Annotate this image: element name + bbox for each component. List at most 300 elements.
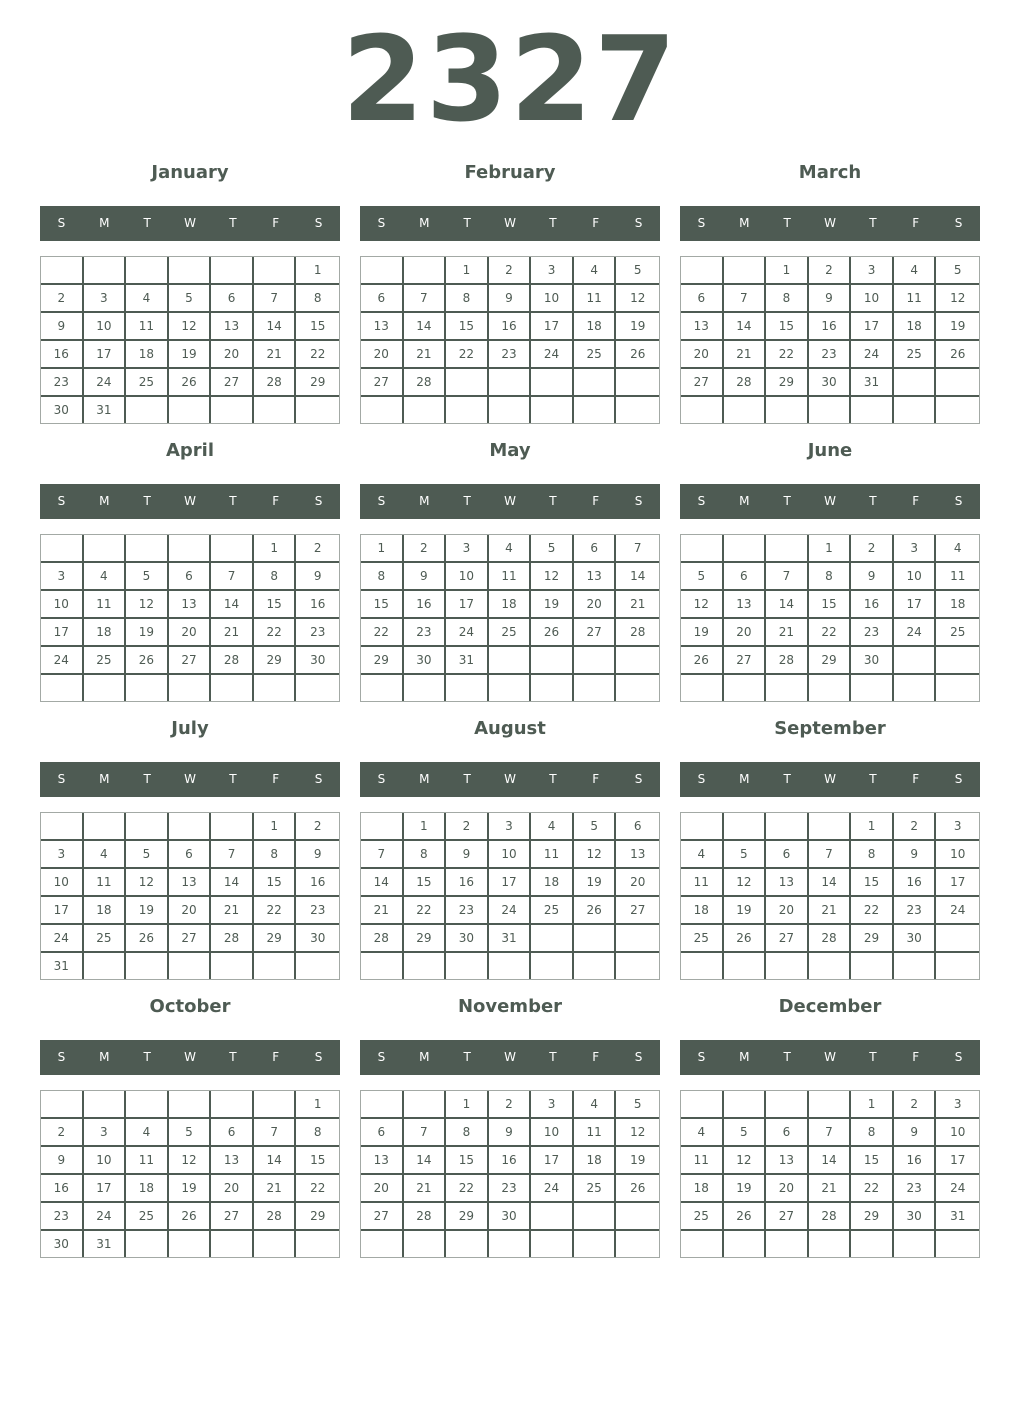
day-cell: [936, 953, 979, 979]
day-cell: 28: [724, 369, 767, 397]
day-cell: 2: [851, 535, 894, 563]
day-cell: 10: [446, 563, 489, 591]
day-cell: 11: [574, 1119, 617, 1147]
day-cell: 18: [489, 591, 532, 619]
month-name: January: [151, 162, 229, 183]
day-cell: 29: [296, 1203, 339, 1231]
month-name: June: [807, 440, 853, 461]
day-cell: 23: [489, 1175, 532, 1203]
day-cell: 17: [41, 897, 84, 925]
day-cell: [446, 1231, 489, 1257]
weekday-label: F: [592, 216, 600, 230]
day-cell: 29: [254, 925, 297, 953]
day-cell: 4: [574, 1091, 617, 1119]
day-cell: 11: [84, 591, 127, 619]
day-cell: [254, 675, 297, 701]
day-cell: 20: [211, 1175, 254, 1203]
day-cell: 7: [404, 285, 447, 313]
day-cell: [169, 1231, 212, 1257]
day-cell: 3: [851, 257, 894, 285]
day-cell: 1: [809, 535, 852, 563]
day-cell: 3: [41, 841, 84, 869]
day-cell: 1: [296, 257, 339, 285]
day-cell: 2: [809, 257, 852, 285]
day-cell: 28: [211, 925, 254, 953]
weekday-label: W: [824, 772, 836, 786]
day-cell: 22: [296, 341, 339, 369]
day-cell: 4: [126, 1119, 169, 1147]
day-cell: [361, 813, 404, 841]
day-cell: [296, 1231, 339, 1257]
day-cell: 27: [169, 647, 212, 675]
day-cell: 14: [211, 869, 254, 897]
day-cell: 13: [211, 313, 254, 341]
day-cell: 20: [766, 897, 809, 925]
day-cell: 30: [296, 925, 339, 953]
day-cell: [574, 397, 617, 423]
day-cell: 20: [211, 341, 254, 369]
weekday-label: F: [592, 772, 600, 786]
day-cell: [446, 675, 489, 701]
day-cell: 17: [531, 313, 574, 341]
day-cell: 5: [531, 535, 574, 563]
day-cell: 4: [84, 841, 127, 869]
day-cell: 5: [616, 257, 659, 285]
day-cell: 1: [296, 1091, 339, 1119]
day-cell: 23: [489, 341, 532, 369]
day-cell: 4: [531, 813, 574, 841]
day-cell: 3: [894, 535, 937, 563]
day-cell: 30: [446, 925, 489, 953]
day-cell: 16: [41, 341, 84, 369]
day-cell: 7: [616, 535, 659, 563]
day-cell: [681, 675, 724, 701]
day-cell: [574, 369, 617, 397]
day-cell: 7: [211, 563, 254, 591]
day-cell: 12: [936, 285, 979, 313]
day-cell: [809, 1091, 852, 1119]
weekday-label: W: [824, 216, 836, 230]
day-cell: 15: [361, 591, 404, 619]
day-cell: [894, 647, 937, 675]
day-cell: [936, 397, 979, 423]
day-cell: [936, 369, 979, 397]
day-cell: 4: [894, 257, 937, 285]
weekday-label: W: [504, 494, 516, 508]
day-cell: 19: [936, 313, 979, 341]
day-cell: 11: [936, 563, 979, 591]
weekday-label: M: [419, 216, 430, 230]
day-cell: [126, 953, 169, 979]
day-cell: [254, 1231, 297, 1257]
day-cell: [724, 953, 767, 979]
day-cell: 18: [936, 591, 979, 619]
day-cell: 23: [41, 369, 84, 397]
weekday-label: F: [272, 772, 280, 786]
day-cell: 18: [531, 869, 574, 897]
weekday-header: [680, 1040, 980, 1075]
day-grid: [680, 1090, 980, 1258]
day-cell: 15: [404, 869, 447, 897]
day-cell: 1: [254, 813, 297, 841]
day-cell: [84, 535, 127, 563]
day-cell: 28: [809, 925, 852, 953]
day-cell: 14: [254, 313, 297, 341]
day-cell: 26: [169, 1203, 212, 1231]
day-cell: [574, 953, 617, 979]
weekday-label: S: [697, 1050, 706, 1064]
day-cell: 19: [616, 313, 659, 341]
weekday-label: M: [419, 1050, 430, 1064]
day-cell: 26: [616, 341, 659, 369]
day-cell: 24: [531, 1175, 574, 1203]
day-cell: [126, 1231, 169, 1257]
weekday-label: S: [697, 772, 706, 786]
day-cell: 13: [681, 313, 724, 341]
day-cell: 7: [766, 563, 809, 591]
day-cell: 24: [446, 619, 489, 647]
day-cell: 11: [894, 285, 937, 313]
day-cell: 9: [446, 841, 489, 869]
day-cell: 25: [126, 369, 169, 397]
day-cell: [766, 813, 809, 841]
day-cell: 4: [574, 257, 617, 285]
day-cell: 20: [361, 341, 404, 369]
weekday-label: T: [869, 772, 877, 786]
day-cell: [489, 1231, 532, 1257]
weekday-label: M: [739, 494, 750, 508]
day-cell: [936, 925, 979, 953]
weekday-label: F: [912, 772, 920, 786]
day-cell: 28: [809, 1203, 852, 1231]
day-cell: [84, 675, 127, 701]
day-cell: 4: [681, 1119, 724, 1147]
day-cell: 16: [404, 591, 447, 619]
day-cell: 26: [681, 647, 724, 675]
day-cell: [404, 397, 447, 423]
day-cell: 20: [724, 619, 767, 647]
day-cell: 29: [851, 925, 894, 953]
day-cell: 5: [681, 563, 724, 591]
day-cell: 24: [936, 897, 979, 925]
weekday-label: F: [912, 1050, 920, 1064]
day-cell: [531, 675, 574, 701]
day-cell: 25: [84, 647, 127, 675]
weekday-header: [360, 762, 660, 797]
day-grid: [360, 812, 660, 980]
day-cell: [404, 675, 447, 701]
day-cell: 30: [296, 647, 339, 675]
day-cell: 24: [531, 341, 574, 369]
day-cell: 17: [936, 1147, 979, 1175]
day-cell: 18: [681, 1175, 724, 1203]
day-cell: [169, 1091, 212, 1119]
weekday-label: F: [272, 216, 280, 230]
day-cell: 5: [574, 813, 617, 841]
day-cell: 28: [766, 647, 809, 675]
day-cell: 20: [616, 869, 659, 897]
day-cell: 19: [531, 591, 574, 619]
weekday-header: [680, 484, 980, 519]
day-cell: [296, 397, 339, 423]
day-cell: 6: [211, 1119, 254, 1147]
day-cell: 18: [574, 313, 617, 341]
day-cell: 16: [41, 1175, 84, 1203]
day-cell: 23: [41, 1203, 84, 1231]
day-cell: 27: [361, 1203, 404, 1231]
day-cell: 10: [41, 869, 84, 897]
day-cell: [404, 953, 447, 979]
day-cell: 27: [211, 1203, 254, 1231]
day-cell: [531, 1231, 574, 1257]
weekday-label: M: [739, 772, 750, 786]
day-cell: [41, 813, 84, 841]
weekday-label: S: [314, 216, 323, 230]
day-cell: [489, 953, 532, 979]
day-cell: [489, 369, 532, 397]
day-cell: 3: [41, 563, 84, 591]
day-cell: [724, 675, 767, 701]
day-cell: 23: [894, 1175, 937, 1203]
weekday-label: S: [954, 216, 963, 230]
weekday-label: T: [463, 216, 471, 230]
weekday-label: S: [954, 1050, 963, 1064]
day-cell: 7: [254, 285, 297, 313]
weekday-label: T: [229, 494, 237, 508]
day-cell: 3: [936, 1091, 979, 1119]
day-cell: 24: [41, 647, 84, 675]
day-cell: [169, 675, 212, 701]
day-cell: 17: [531, 1147, 574, 1175]
day-cell: 12: [574, 841, 617, 869]
day-cell: 9: [489, 285, 532, 313]
day-cell: 11: [126, 1147, 169, 1175]
day-cell: 24: [84, 1203, 127, 1231]
day-cell: 25: [489, 619, 532, 647]
day-cell: 24: [41, 925, 84, 953]
day-cell: 22: [254, 619, 297, 647]
weekday-label: T: [463, 494, 471, 508]
day-cell: 22: [851, 1175, 894, 1203]
day-cell: 12: [724, 869, 767, 897]
weekday-label: F: [912, 216, 920, 230]
weekday-label: M: [419, 494, 430, 508]
day-cell: [681, 813, 724, 841]
day-cell: [84, 257, 127, 285]
day-cell: 22: [446, 1175, 489, 1203]
day-cell: 23: [296, 897, 339, 925]
day-grid: [360, 1090, 660, 1258]
day-cell: 10: [936, 841, 979, 869]
day-cell: 2: [446, 813, 489, 841]
day-cell: 17: [446, 591, 489, 619]
day-cell: [296, 675, 339, 701]
day-cell: 8: [851, 1119, 894, 1147]
day-cell: 6: [724, 563, 767, 591]
day-cell: 4: [681, 841, 724, 869]
day-cell: [254, 953, 297, 979]
day-cell: [211, 1091, 254, 1119]
day-cell: [84, 953, 127, 979]
day-cell: 27: [724, 647, 767, 675]
day-cell: 16: [851, 591, 894, 619]
day-cell: 5: [724, 841, 767, 869]
weekday-label: T: [463, 1050, 471, 1064]
day-cell: 7: [404, 1119, 447, 1147]
day-cell: 17: [489, 869, 532, 897]
day-cell: 31: [41, 953, 84, 979]
day-cell: 25: [531, 897, 574, 925]
day-cell: 31: [84, 1231, 127, 1257]
day-grid: [40, 1090, 340, 1258]
day-cell: 21: [724, 341, 767, 369]
day-cell: 8: [254, 841, 297, 869]
day-cell: 30: [489, 1203, 532, 1231]
day-cell: 16: [296, 591, 339, 619]
day-cell: [766, 1231, 809, 1257]
weekday-label: W: [504, 772, 516, 786]
day-cell: [616, 953, 659, 979]
day-cell: 13: [361, 1147, 404, 1175]
day-cell: 10: [531, 285, 574, 313]
weekday-label: W: [184, 1050, 196, 1064]
day-cell: 28: [254, 1203, 297, 1231]
day-cell: [766, 1091, 809, 1119]
day-cell: 13: [766, 1147, 809, 1175]
weekday-label: T: [463, 772, 471, 786]
weekday-label: T: [143, 1050, 151, 1064]
day-cell: 29: [296, 369, 339, 397]
weekday-label: F: [592, 494, 600, 508]
day-cell: 16: [296, 869, 339, 897]
day-cell: [41, 1091, 84, 1119]
day-cell: [296, 953, 339, 979]
day-cell: 20: [361, 1175, 404, 1203]
day-cell: 24: [84, 369, 127, 397]
weekday-header: [40, 762, 340, 797]
day-cell: 15: [254, 591, 297, 619]
day-cell: 3: [531, 1091, 574, 1119]
day-cell: 26: [169, 369, 212, 397]
day-cell: 17: [84, 1175, 127, 1203]
day-cell: 17: [894, 591, 937, 619]
day-cell: 2: [894, 813, 937, 841]
weekday-label: T: [143, 772, 151, 786]
day-cell: 27: [766, 1203, 809, 1231]
weekday-label: S: [377, 772, 386, 786]
day-cell: 22: [851, 897, 894, 925]
day-cell: 6: [211, 285, 254, 313]
day-cell: 16: [809, 313, 852, 341]
day-cell: 2: [41, 285, 84, 313]
day-cell: 25: [84, 925, 127, 953]
month-name: November: [457, 996, 563, 1017]
weekday-label: T: [229, 1050, 237, 1064]
day-cell: [169, 535, 212, 563]
day-cell: 13: [169, 591, 212, 619]
day-cell: 22: [361, 619, 404, 647]
day-cell: 9: [41, 1147, 84, 1175]
day-cell: [851, 675, 894, 701]
day-cell: 3: [531, 257, 574, 285]
day-cell: 7: [724, 285, 767, 313]
weekday-label: S: [634, 1050, 643, 1064]
day-cell: 6: [574, 535, 617, 563]
weekday-label: S: [377, 494, 386, 508]
day-cell: 7: [809, 1119, 852, 1147]
day-cell: [211, 535, 254, 563]
day-cell: [531, 369, 574, 397]
day-cell: 24: [489, 897, 532, 925]
day-cell: 8: [296, 1119, 339, 1147]
weekday-header: [40, 484, 340, 519]
day-cell: 30: [809, 369, 852, 397]
day-cell: 26: [936, 341, 979, 369]
day-cell: 21: [361, 897, 404, 925]
month-name: December: [778, 996, 882, 1017]
day-cell: 15: [809, 591, 852, 619]
day-cell: 29: [254, 647, 297, 675]
day-cell: [531, 953, 574, 979]
day-cell: 18: [84, 897, 127, 925]
day-cell: [616, 675, 659, 701]
day-cell: 9: [489, 1119, 532, 1147]
weekday-label: W: [504, 1050, 516, 1064]
day-grid: [360, 534, 660, 702]
weekday-label: M: [99, 216, 110, 230]
weekday-label: F: [592, 1050, 600, 1064]
day-grid: [40, 812, 340, 980]
day-cell: 11: [531, 841, 574, 869]
weekday-label: W: [504, 216, 516, 230]
day-cell: 12: [681, 591, 724, 619]
weekday-header: [360, 484, 660, 519]
day-cell: 19: [681, 619, 724, 647]
day-cell: [681, 1091, 724, 1119]
weekday-label: S: [697, 494, 706, 508]
day-cell: 18: [574, 1147, 617, 1175]
day-cell: 19: [724, 1175, 767, 1203]
day-cell: 4: [936, 535, 979, 563]
day-cell: 14: [809, 869, 852, 897]
day-cell: 2: [41, 1119, 84, 1147]
day-cell: 26: [724, 1203, 767, 1231]
day-cell: [169, 257, 212, 285]
weekday-label: W: [184, 216, 196, 230]
day-cell: [126, 675, 169, 701]
day-cell: 13: [724, 591, 767, 619]
weekday-label: T: [783, 494, 791, 508]
weekday-label: S: [634, 494, 643, 508]
day-cell: 11: [126, 313, 169, 341]
day-cell: 15: [296, 1147, 339, 1175]
day-cell: 20: [169, 897, 212, 925]
day-cell: 22: [446, 341, 489, 369]
day-cell: 13: [211, 1147, 254, 1175]
weekday-label: S: [314, 494, 323, 508]
day-cell: 4: [84, 563, 127, 591]
day-cell: [84, 813, 127, 841]
day-cell: 6: [361, 1119, 404, 1147]
day-cell: [724, 257, 767, 285]
day-cell: 21: [254, 341, 297, 369]
day-cell: [361, 1231, 404, 1257]
day-cell: 30: [894, 1203, 937, 1231]
day-cell: 9: [894, 1119, 937, 1147]
day-cell: 25: [574, 1175, 617, 1203]
day-cell: 7: [809, 841, 852, 869]
day-cell: [766, 535, 809, 563]
